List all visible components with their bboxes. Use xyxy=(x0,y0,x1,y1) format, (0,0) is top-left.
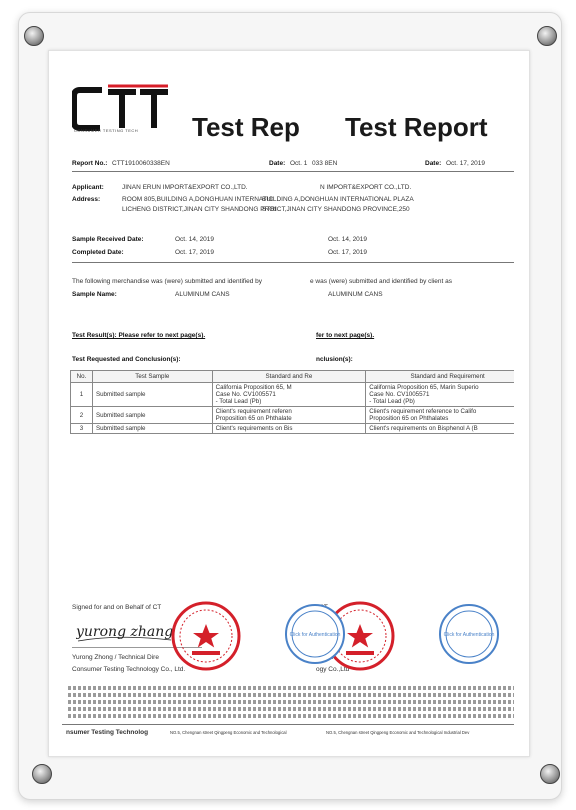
standard-line: Proposition 65 on Phthalates xyxy=(369,415,449,422)
fine-print-line xyxy=(68,686,514,690)
standard-line: Client's requirements on Bis xyxy=(215,425,293,432)
red-company-seal-icon xyxy=(170,600,242,672)
sample-name-left: ALUMINUM CANS xyxy=(175,291,230,298)
test-result-left: Test Result(s): Please refer to next page(s). xyxy=(72,332,206,339)
completed-right: Oct. 17, 2019 xyxy=(328,249,368,256)
ctt-logo xyxy=(72,84,172,134)
completed-label: Completed Date: xyxy=(72,249,124,256)
standard-line: Client's requirement referen xyxy=(215,408,292,415)
date-label-right: Date: xyxy=(425,160,442,167)
standard-line: California Proposition 65, Marin Superio xyxy=(369,384,479,391)
standard-line: Client's requirements on Bisphenol A (B xyxy=(369,425,478,432)
screw-icon xyxy=(24,26,44,46)
fine-print-line xyxy=(68,700,514,704)
standard-line: Case No. CV1005571 xyxy=(215,391,276,398)
fine-print-line xyxy=(68,707,514,711)
logo-tagline: CONSUMER TESTING TECH xyxy=(74,128,139,133)
merchandise-right: e was (were) submitted and identified by client as xyxy=(310,278,452,285)
received-label: Sample Received Date: xyxy=(72,236,144,243)
test-result-right: fer to next page(s). xyxy=(316,332,375,339)
column-header: Standard and Re xyxy=(212,371,366,383)
standard-line: Case No. CV1005571 xyxy=(369,391,430,398)
footer-divider xyxy=(62,724,514,725)
row-number: 1 xyxy=(71,383,93,407)
stamp-text: Click for Authentication xyxy=(443,632,495,638)
screw-icon xyxy=(537,26,557,46)
screw-icon xyxy=(32,764,52,784)
date-value-left: Oct. 1 xyxy=(290,160,308,167)
test-requested-right: nclusion(s): xyxy=(316,356,353,363)
row-standard-right xyxy=(366,424,514,434)
fine-print-line xyxy=(68,714,514,718)
table-row xyxy=(71,407,515,424)
standard-line: - Total Lead (Pb) xyxy=(369,398,415,405)
report-no-label: Report No.: xyxy=(72,160,108,167)
report-no-overlap: 033 8EN xyxy=(312,160,338,167)
fine-print-line xyxy=(68,693,514,697)
divider xyxy=(72,171,514,172)
report-title-right: Test Report xyxy=(345,112,488,142)
row-number: 2 xyxy=(71,407,93,424)
row-number: 3 xyxy=(71,424,93,434)
footer-address: NO.5, Chengnan street Qingpeng Economic and Technological xyxy=(170,730,287,735)
signed-on-behalf-left: Signed for and on Behalf of CT xyxy=(72,604,162,611)
standard-line: Client's requirement reference to Califo xyxy=(369,408,477,415)
row-standard-right xyxy=(366,407,514,424)
signature-text: yurong zhang xyxy=(76,624,174,640)
received-right: Oct. 14, 2019 xyxy=(328,236,368,243)
footer-company: nsumer Testing Technolog xyxy=(66,729,149,736)
stamp-text: Click for Authentication xyxy=(289,632,341,638)
standard-line: - Total Lead (Pb) xyxy=(215,398,262,405)
applicant-right: N IMPORT&EXPORT CO.,LTD. xyxy=(320,184,412,191)
standard-line: California Proposition 65, M xyxy=(215,384,292,391)
standard-line: Proposition 65 on Phthalate xyxy=(215,415,292,422)
sample-name-right: ALUMINUM CANS xyxy=(328,291,383,298)
screw-icon xyxy=(540,764,560,784)
column-header: Test Sample xyxy=(92,371,212,383)
row-standard-right xyxy=(366,383,514,407)
row-sample: Submitted sample xyxy=(92,383,212,407)
column-header: No. xyxy=(71,371,93,383)
tests-table xyxy=(70,370,514,434)
applicant-left: JINAN ERUN IMPORT&EXPORT CO.,LTD. xyxy=(122,184,248,191)
completed-left: Oct. 17, 2019 xyxy=(175,249,215,256)
address-left-2: LICHENG DISTRICT,JINAN CITY SHANDONG PROI xyxy=(122,206,277,213)
table-row xyxy=(71,424,515,434)
report-document xyxy=(62,70,514,740)
sample-name-label: Sample Name: xyxy=(72,291,117,298)
table-row xyxy=(71,383,515,407)
date-value-right: Oct. 17, 2019 xyxy=(446,160,486,167)
test-requested-left: Test Requested and Conclusion(s): xyxy=(72,356,181,363)
received-left: Oct. 14, 2019 xyxy=(175,236,215,243)
date-label: Date: xyxy=(269,160,286,167)
column-header: Standard and Requirement xyxy=(366,371,514,383)
table-header-row xyxy=(71,371,515,383)
row-standard-left xyxy=(212,424,366,434)
footer-address-right: NO.5, Chengnan street Qingpeng Economic and Technological Industrial Dev xyxy=(326,730,470,735)
address-label: Address: xyxy=(72,196,101,203)
address-left-1: ROOM 805,BUILDING A,DONGHUAN INTERNATIC xyxy=(122,196,274,203)
divider xyxy=(72,262,514,263)
company-name-left: Consumer Testing Technology Co., Ltd. xyxy=(72,666,186,673)
signer-name-left: Yurong Zhong / Technical Dire xyxy=(72,654,159,661)
applicant-label: Applicant: xyxy=(72,184,104,191)
row-standard-left xyxy=(212,383,366,407)
report-no-value: CTT1910060338EN xyxy=(112,160,170,167)
merchandise-left: The following merchandise was (were) submitted and identified by xyxy=(72,278,263,285)
company-name-right: ogy Co.,Ltd xyxy=(316,666,350,673)
row-standard-left xyxy=(212,407,366,424)
authentication-stamp-icon[interactable] xyxy=(438,603,500,665)
address-right-2: STRICT,JINAN CITY SHANDONG PROVINCE,250 xyxy=(262,206,410,213)
row-sample: Submitted sample xyxy=(92,407,212,424)
authentication-stamp-icon[interactable] xyxy=(284,603,346,665)
address-right-1: BUILDING A,DONGHUAN INTERNATIONAL PLAZA xyxy=(262,196,414,203)
report-title-left: Test Rep xyxy=(192,112,300,142)
row-sample: Submitted sample xyxy=(92,424,212,434)
